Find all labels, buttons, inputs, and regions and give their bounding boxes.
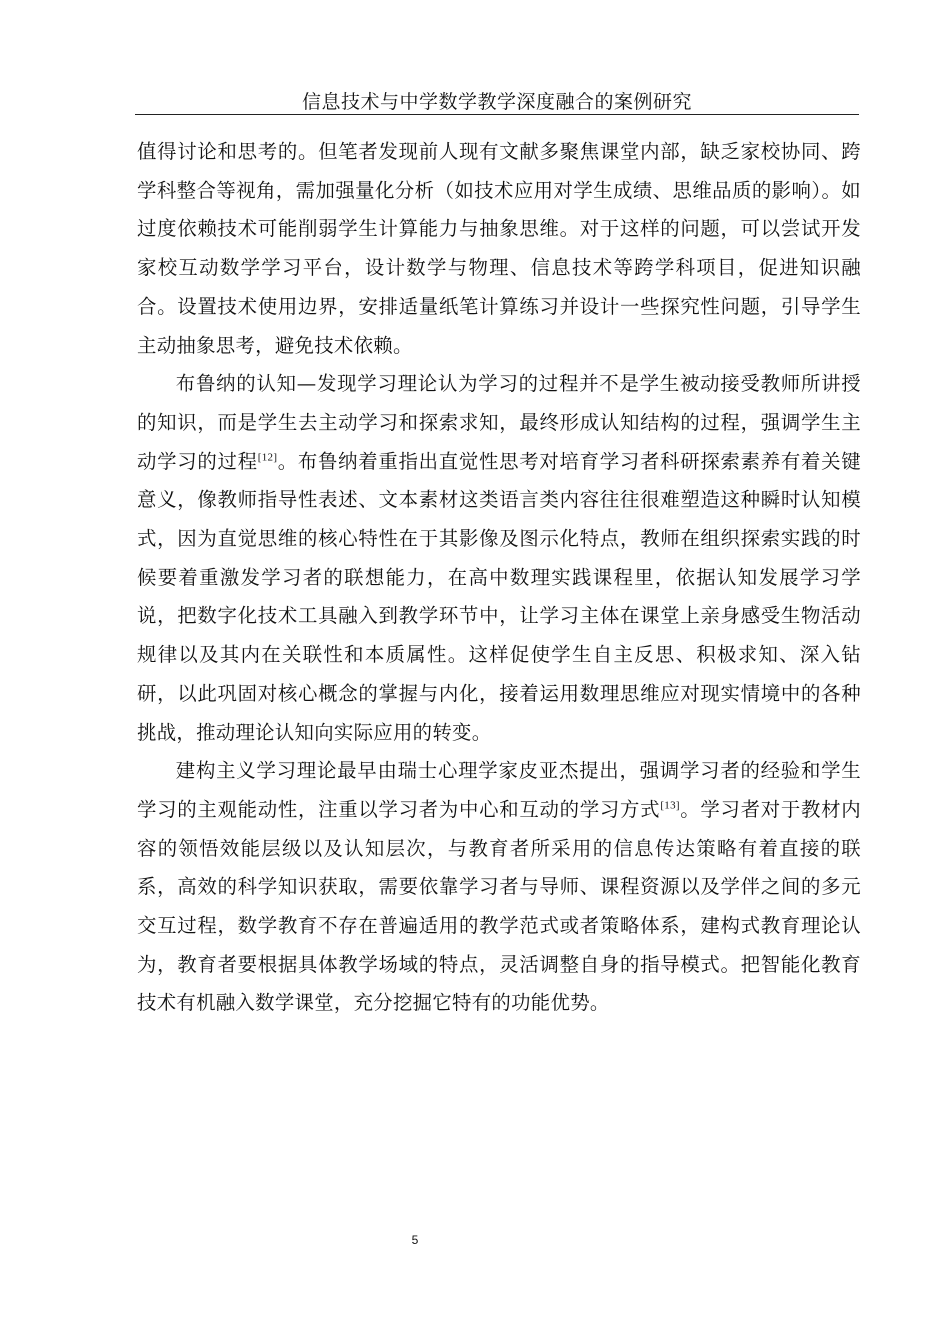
paragraph-continued [137, 133, 861, 365]
paragraph-text: 。学习者对于教材内容的领悟效能层级以及认知层次，与教育者所采用的信息传达策略有着直接的联系，高效的科学知识获取，需要依靠学习者与导师、课程资源以及学伴之间的多元交互过程，数学教育不存在普遍适用的教学范式或者策略体系，建构式教育理论认为，教育者要根据具体教学场域的特点，灵活调整自身的指导模式。把智能化教育技术有机融入数学课堂，充分挖掘它特有的功能优势。 [137, 797, 861, 1015]
running-header: 信息技术与中学数学教学深度融合的案例研究 [301, 91, 692, 113]
paragraph-text: 布鲁纳的认知—发现学习理论认为学习的过程并不是学生被动接受教师所讲授的知识，而是学生去主动学习和探索求知，最终形成认知结构的过程，强调学生主动学习的过程 [137, 372, 861, 473]
citation-13: [13] [660, 799, 680, 812]
paragraph-constructivism [137, 752, 861, 1023]
paragraph-text: 建构主义学习理论最早由瑞士心理学家皮亚杰提出，强调学习者的经验和学生学习的主观能动性，注重以学习者为中心和互动的学习方式 [137, 759, 861, 821]
paragraph-bruner [137, 365, 861, 752]
paragraph-text: 。布鲁纳着重指出直觉性思考对培育学习者科研探索素养有着关键意义，像教师指导性表述、文本素材这类语言类内容往往很难塑造这种瞬时认知模式，因为直觉思维的核心特性在于其影像及图示化特点，教师在组织探索实践的时候要着重激发学习者的联想能力，在高中数理实践课程里，依据认知发展学习学说，把数字化技术工具融入到教学环节中，让学习主体在课堂上亲身感受生物活动规律以及其内在关联性和本质属性。这样促使学生自主反思、积极求知、深入钻研，以此巩固对核心概念的掌握与内化，接着运用数理思维应对现实情境中的各种挑战，推动理论认知向实际应用的转变。 [137, 449, 861, 744]
citation-12: [12] [257, 451, 278, 464]
body-text [137, 133, 861, 1023]
page-number: 5 [411, 1233, 419, 1247]
paragraph-text: 值得讨论和思考的。但笔者发现前人现有文献多聚焦课堂内部，缺乏家校协同、跨学科整合等视角，需加强量化分析（如技术应用对学生成绩、思维品质的影响）。如过度依赖技术可能削弱学生计算能力与抽象思维。对于这样的问题，可以尝试开发家校互动数学学习平台，设计数学与物理、信息技术等跨学科项目，促进知识融合。设置技术使用边界，安排适量纸笔计算练习并设计一些探究性问题，引导学生主动抽象思考，避免技术依赖。 [137, 140, 861, 357]
header-divider [135, 114, 859, 115]
